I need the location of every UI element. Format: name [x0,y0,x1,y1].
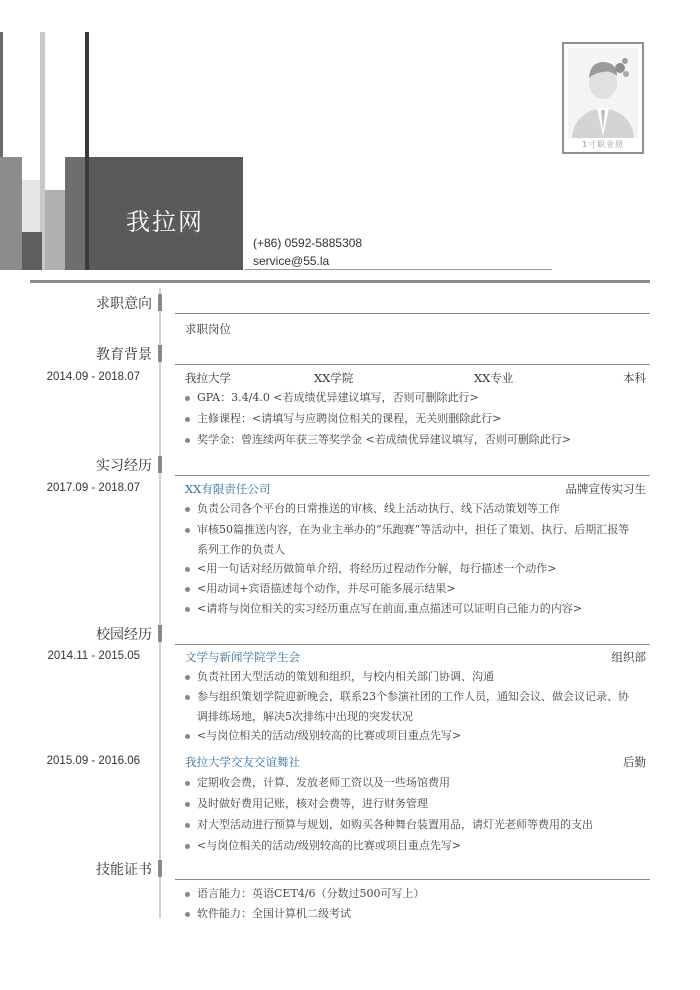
list-item: 语言能力：英语CET4/6（分数过500可写上） [185,884,645,904]
header-rule [30,280,650,283]
section-title-internship: 实习经历 [96,458,152,474]
list-item: 软件能力：全国计算机二级考试 [185,904,645,924]
major-name: XX专业 [474,371,514,385]
section-rule [175,364,650,365]
campus-date: 2015.09 - 2016.06 [46,755,140,767]
section-marker [158,625,162,642]
degree: 本科 [623,371,646,385]
internship-role: 品牌宣传实习生 [565,482,646,496]
section-rule [175,644,650,645]
campus-date: 2014.11 - 2015.05 [47,650,140,662]
list-item: <与岗位相关的活动/级别较高的比赛或项目重点先写> [185,726,645,746]
list-item: <用动词+宾语描述每个动作，并尽可能多展示结果> [185,579,645,599]
list-item: 及时做好费用记账，核对会费等，进行财务管理 [185,794,645,814]
section-title-education: 教育背景 [96,347,152,363]
section-title-campus: 校园经历 [96,627,152,643]
school-name: 我拉大学 [185,371,231,385]
list-item: 奖学金：曾连续两年获三等奖学金 <若成绩优异建议填写，否则可删除此行> [185,430,645,450]
section-rule [175,879,650,880]
section-title-skills: 技能证书 [96,862,152,878]
list-item-continuation: 调排练场地，解决5次排练中出现的突发状况 [197,710,413,723]
list-item: 主修课程：<请填写与应聘岗位相关的课程，无关则删除此行> [185,409,645,429]
education-date: 2014.09 - 2018.07 [46,371,140,383]
org-name: 我拉大学交友交谊舞社 [185,755,300,769]
photo-caption: 1寸职业照 [581,140,625,149]
list-item: 对大型活动进行预算与规划，如购买各种舞台装置用品，请灯光老师等费用的支出 [185,815,645,835]
target-position: 求职岗位 [185,322,231,336]
phone-number: (+86) 0592-5885308 [253,236,363,250]
list-item: 负责社团大型活动的策划和组织，与校内相关部门协调、沟通 [185,667,645,687]
list-item: 审核50篇推送内容，在为业主举办的“乐跑赛”等活动中，担任了策划、执行、后期汇报等 [185,520,645,540]
list-item: 定期收会费，计算、发放老师工资以及一些场馆费用 [185,773,645,793]
section-marker [158,345,162,362]
college-name: XX学院 [314,371,354,385]
list-item: <与岗位相关的活动/级别较高的比赛或项目重点先写> [185,836,645,856]
contact-divider [245,269,552,270]
candidate-name: 我拉网 [126,208,204,236]
company-name: XX有限责任公司 [185,482,271,496]
section-marker [158,294,162,311]
list-item: <请将与岗位相关的实习经历重点写在前面,重点描述可以证明自己能力的内容> [185,599,645,619]
person-silhouette-icon [564,46,642,142]
list-item-continuation: 系列工作的负责人 [197,543,285,556]
list-item: GPA：3.4/4.0 <若成绩优异建议填写，否则可删除此行> [185,388,645,408]
section-title-objective: 求职意向 [96,296,152,312]
section-rule [175,475,650,476]
timeline-line [159,288,161,918]
org-role: 后勤 [623,755,646,769]
email-address: service@55.la [253,254,330,268]
section-rule [175,313,650,314]
org-role: 组织部 [611,650,646,664]
internship-date: 2017.09 - 2018.07 [46,482,140,494]
list-item: 参与组织策划学院迎新晚会，联系23个参演社团的工作人员，通知会议、做会议记录、协 [185,687,645,707]
org-name: 文学与新闻学院学生会 [185,650,300,664]
photo-frame [562,42,644,154]
section-marker [158,860,162,877]
section-marker [158,456,162,473]
list-item: <用一句话对经历做简单介绍，将经历过程动作分解，每行描述一个动作> [185,559,645,579]
list-item: 负责公司各个平台的日常推送的审核、线上活动执行、线下活动策划等工作 [185,499,645,519]
